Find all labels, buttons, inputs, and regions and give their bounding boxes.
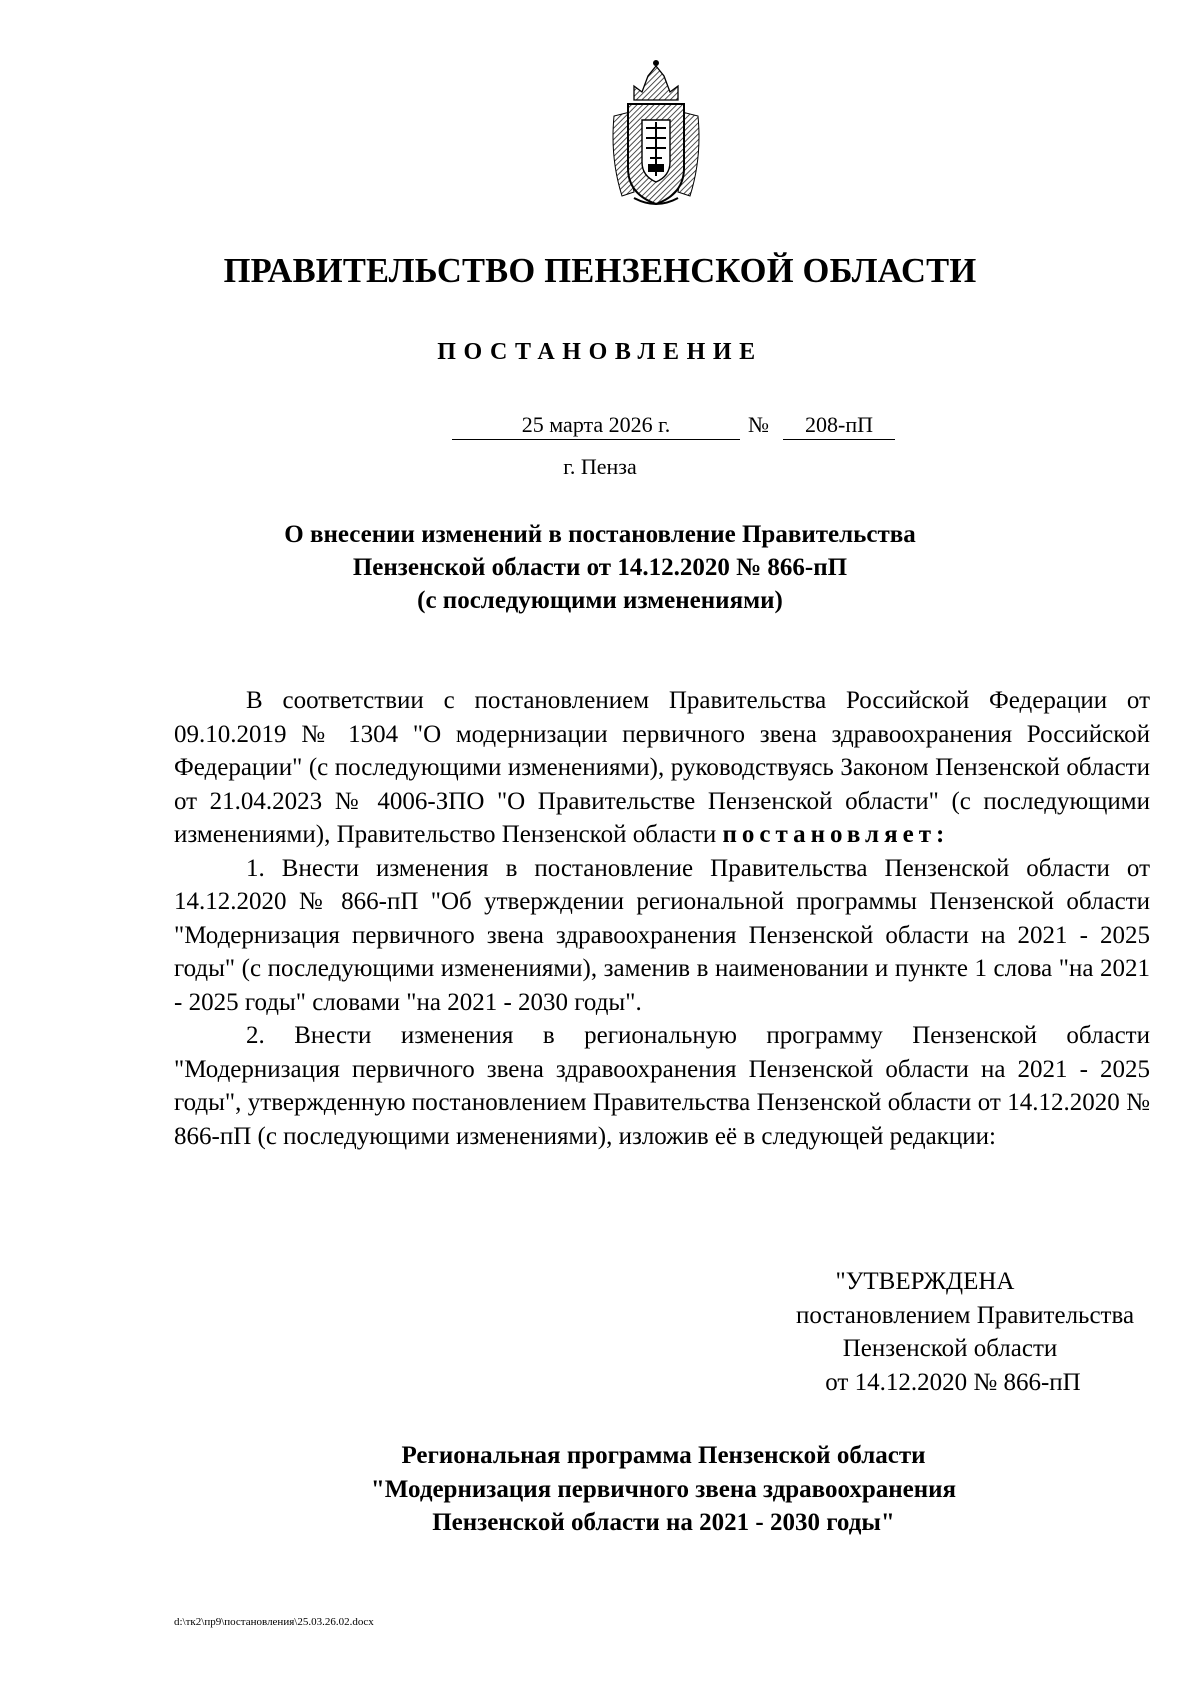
date-number-line [0, 412, 1200, 442]
city: г. Пенза [563, 454, 637, 479]
item-1-paragraph: 1. Внести изменения в постановление Правительства Пензенской области от 14.12.2020 № 866-пП "Об утверждении региональной программы Пензенской области "Модернизация первичного звена здравоохранения Пензенской области на 2021 - 2025 годы" (с последующими изменениями), заменив в наименовании и пункте 1 слова "на 2021 - 2025 годы" словами "на 2021 - 2030 годы". [174, 854, 1150, 1016]
decree-word: постановляет: [722, 821, 950, 848]
program-title-line: Пензенской области на 2021 - 2030 годы" [432, 1509, 895, 1536]
item-2-paragraph: 2. Внести изменения в региональную программу Пензенской области "Модернизация первичного звена здравоохранения Пензенской области на 2021 - 2025 годы", утвержденную постановлением Правительства Пензенской области от 14.12.2020 № 866-пП (с последующими изменениями), изложив её в следующей редакции: [174, 1022, 1150, 1150]
preamble-text: В соответствии с постановлением Правительства Российской Федерации от 09.10.2019 № 1304 "О модернизации первичного звена здравоохранения Российской Федерации" (с последующими изменениями), руководствуясь Законом Пензенской области от 21.04.2023 № 4006-ЗПО "О Правительстве Пензенской области" (с последующими изменениями), Правительство Пензенской области [174, 687, 1150, 848]
document-number: 208-пП [783, 412, 895, 440]
subject-line: О внесении изменений в постановление Правительства [284, 521, 916, 548]
approval-stamp [700, 1265, 1200, 1399]
footer-file-path: d:\тк2\пр9\постановления\25.03.26.02.docx [174, 1616, 374, 1628]
subject-line: (с последующими изменениями) [417, 587, 783, 614]
number-sign: № [748, 412, 769, 437]
preamble-paragraph [174, 684, 1150, 852]
document-date: 25 марта 2026 г. [452, 412, 740, 440]
approval-line: Пензенской области [842, 1335, 1058, 1362]
program-title-line: "Модернизация первичного звена здравоохранения [370, 1475, 957, 1503]
program-title-line: Региональная программа Пензенской области [401, 1442, 926, 1469]
document-subject [0, 518, 1200, 617]
program-title [0, 1439, 1200, 1540]
subject-line: Пензенской области от 14.12.2020 № 866-пП [352, 554, 848, 581]
coat-of-arms-emblem [604, 58, 708, 210]
approval-line: от 14.12.2020 № 866-пП [825, 1368, 1081, 1396]
approval-line: "УТВЕРЖДЕНА [835, 1268, 1015, 1295]
document-type: ПОСТАНОВЛЕНИЕ [437, 339, 763, 365]
approval-line: постановлением Правительства [795, 1301, 1135, 1329]
document-body [174, 684, 1150, 1153]
government-title: ПРАВИТЕЛЬСТВО ПЕНЗЕНСКОЙ ОБЛАСТИ [223, 252, 977, 290]
